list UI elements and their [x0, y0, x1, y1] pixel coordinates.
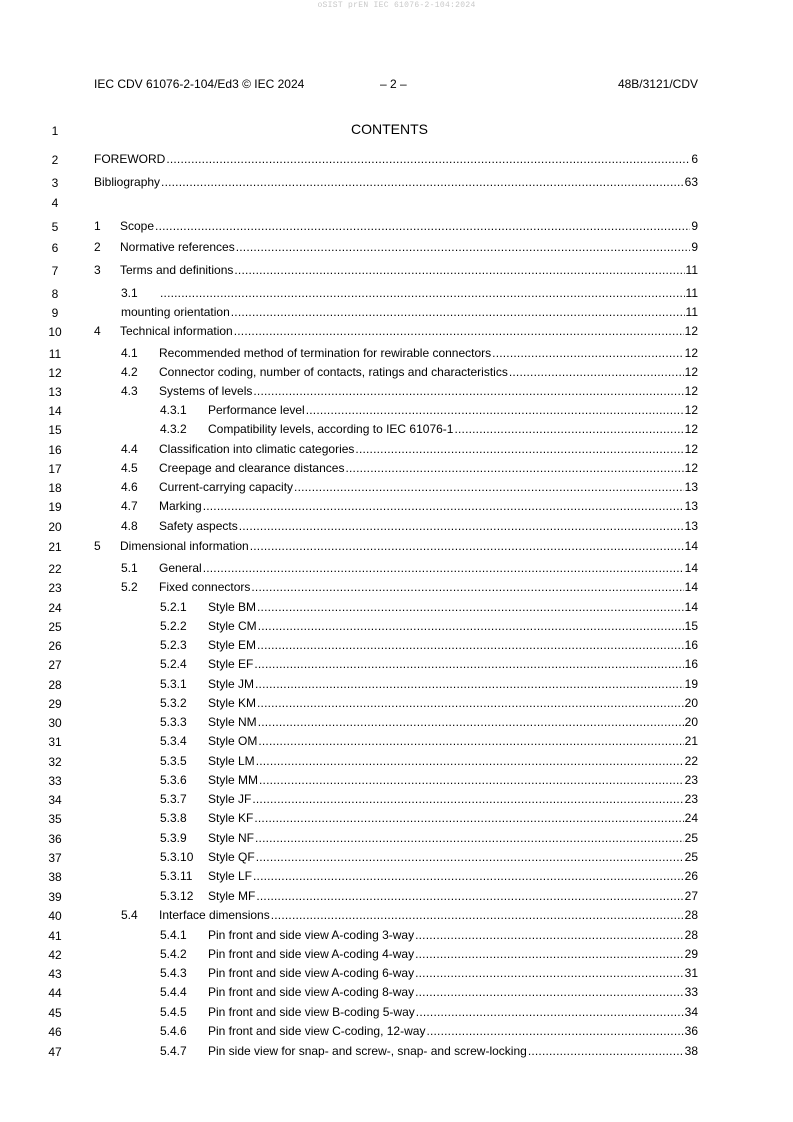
toc-dot-leader [255, 677, 684, 691]
toc-entry[interactable] [160, 638, 698, 657]
line-number: 23 [48, 581, 62, 595]
toc-entry-number: 4.3.1 [160, 403, 187, 417]
toc-entry[interactable] [94, 539, 698, 558]
toc-entry-page: 12 [684, 422, 698, 436]
toc-dot-leader [250, 539, 684, 553]
toc-entry-title: Pin front and side view B-coding 5-way [208, 1005, 415, 1019]
header-page-number: – 2 – [380, 77, 407, 91]
toc-entry-title: Fixed connectors [159, 580, 251, 594]
toc-dot-leader [251, 580, 683, 594]
toc-entry-title: General [159, 561, 202, 575]
toc-entry-number: 5.4.3 [160, 966, 187, 980]
toc-entry-page: 13 [684, 519, 698, 533]
toc-dot-leader [258, 619, 684, 633]
toc-entry[interactable] [160, 715, 698, 734]
toc-dot-leader [257, 600, 684, 614]
toc-entry[interactable] [121, 908, 698, 927]
toc-entry-title: Style NF [208, 831, 255, 845]
toc-entry-title: Style CM [208, 619, 257, 633]
toc-entry-title: Technical information [120, 324, 233, 338]
toc-entry-number: 5.2.4 [160, 657, 187, 671]
toc-entry[interactable] [160, 850, 698, 869]
toc-dot-leader [416, 1005, 684, 1019]
toc-entry[interactable] [160, 754, 698, 773]
toc-entry[interactable] [160, 1024, 698, 1043]
toc-entry-number: 5.3.8 [160, 811, 187, 825]
toc-entry-number: 5.3.10 [160, 850, 194, 864]
line-number: 18 [48, 481, 62, 495]
toc-entry-title: Style EM [208, 638, 257, 652]
toc-dot-leader [256, 889, 683, 903]
toc-entry-number: 3.1 [121, 286, 138, 300]
toc-dot-leader [166, 152, 690, 166]
line-number: 24 [48, 601, 62, 615]
toc-entry-title: Creepage and clearance distances [159, 461, 345, 475]
toc-entry-number: 5.2.2 [160, 619, 187, 633]
toc-entry-page: 14 [684, 539, 698, 553]
line-number: 14 [48, 404, 62, 418]
line-number: 1 [51, 124, 59, 138]
toc-entry-page: 12 [684, 403, 698, 417]
toc-entry-page: 22 [684, 754, 698, 768]
toc-dot-leader [259, 773, 684, 787]
toc-entry-number: 5.3.4 [160, 734, 187, 748]
toc-entry-page: 36 [684, 1024, 698, 1038]
toc-entry-page: 27 [684, 889, 698, 903]
toc-entry[interactable] [121, 461, 698, 480]
toc-entry-page: 24 [684, 811, 698, 825]
toc-entry-page: 11 [685, 305, 698, 319]
toc-entry-page: 13 [684, 480, 698, 494]
toc-dot-leader [257, 696, 684, 710]
toc-dot-leader [258, 734, 683, 748]
toc-entry-number: 5.4.2 [160, 947, 187, 961]
toc-entry-page: 12 [684, 461, 698, 475]
toc-entry-title: Recommended method of termination for rewirable connectors [159, 346, 492, 360]
toc-entry-page: 28 [684, 908, 698, 922]
toc-entry-title: Scope [120, 219, 155, 233]
toc-entry[interactable] [160, 792, 698, 811]
toc-entry-number: 5 [94, 539, 101, 553]
line-number: 33 [48, 774, 62, 788]
toc-entry-page: 29 [684, 947, 698, 961]
toc-entry-page: 11 [685, 286, 698, 300]
toc-entry-title: Interface dimensions [159, 908, 270, 922]
toc-entry[interactable] [160, 619, 698, 638]
toc-entry-title: Compatibility levels, according to IEC 61076-1 [208, 422, 454, 436]
toc-entry-title: Pin front and side view A-coding 3-way [208, 928, 415, 942]
line-number: 38 [48, 870, 62, 884]
toc-entry-page: 20 [684, 696, 698, 710]
toc-entry[interactable] [160, 928, 698, 947]
contents-heading: CONTENTS [351, 121, 428, 137]
line-number: 42 [48, 948, 62, 962]
toc-entry[interactable] [160, 985, 698, 1004]
toc-entry-number: 5.4.5 [160, 1005, 187, 1019]
line-number: 41 [48, 929, 62, 943]
toc-dot-leader [454, 422, 683, 436]
toc-entry-number: 4.1 [121, 346, 138, 360]
toc-entry-title: Pin front and side view A-coding 4-way [208, 947, 415, 961]
toc-entry-page: 15 [684, 619, 698, 633]
toc-dot-leader [528, 1044, 684, 1058]
line-number: 36 [48, 832, 62, 846]
toc-entry[interactable] [160, 657, 698, 676]
toc-dot-leader [253, 869, 684, 883]
toc-entry-page: 9 [691, 219, 698, 233]
toc-entry[interactable] [121, 442, 698, 461]
toc-entry-title: Style QF [208, 850, 255, 864]
toc-entry-title: Safety aspects [159, 519, 238, 533]
toc-entry[interactable] [160, 1005, 698, 1024]
toc-entry-page: 12 [684, 346, 698, 360]
toc-entry-title: Style KF [208, 811, 254, 825]
toc-entry-page: 12 [684, 384, 698, 398]
line-number: 19 [48, 500, 62, 514]
toc-entry-title: Connector coding, number of contacts, ratings and characteristics [159, 365, 508, 379]
toc-entry-number: 5.2.3 [160, 638, 187, 652]
toc-entry-number: 4.2 [121, 365, 138, 379]
line-number: 26 [48, 639, 62, 653]
toc-entry[interactable] [160, 1044, 698, 1063]
toc-dot-leader [415, 928, 684, 942]
line-number: 20 [48, 520, 62, 534]
toc-dot-leader [258, 715, 684, 729]
toc-entry[interactable] [160, 600, 698, 619]
toc-entry-number: 5.4.4 [160, 985, 187, 999]
toc-entry-number: 4.3.2 [160, 422, 187, 436]
line-number: 31 [48, 735, 62, 749]
toc-entry[interactable] [121, 305, 698, 324]
toc-entry[interactable] [121, 561, 698, 580]
toc-entry[interactable] [160, 422, 698, 441]
toc-entry-number: 4.8 [121, 519, 138, 533]
toc-dot-leader [256, 850, 684, 864]
toc-entry-title: Pin front and side view A-coding 6-way [208, 966, 415, 980]
header-document-id: IEC CDV 61076-2-104/Ed3 © IEC 2024 [94, 77, 305, 91]
toc-entry-number: 5.2.1 [160, 600, 187, 614]
toc-dot-leader [236, 240, 691, 254]
toc-dot-leader [253, 384, 683, 398]
toc-dot-leader [415, 966, 684, 980]
toc-entry-number: 5.3.1 [160, 677, 187, 691]
toc-dot-leader [239, 519, 684, 533]
toc-entry[interactable] [160, 677, 698, 696]
toc-dot-leader [294, 480, 684, 494]
line-number: 21 [48, 540, 62, 554]
toc-dot-leader [355, 442, 683, 456]
toc-entry-title: Pin front and side view C-coding, 12-way [208, 1024, 426, 1038]
toc-entry-page: 33 [684, 985, 698, 999]
toc-entry[interactable] [94, 263, 698, 282]
toc-entry-page: 63 [684, 175, 698, 189]
toc-entry-number: 1 [94, 219, 101, 233]
toc-entry-title: mounting orientation [121, 305, 230, 319]
toc-dot-leader [255, 831, 684, 845]
toc-entry-number: 2 [94, 240, 101, 254]
line-number: 37 [48, 851, 62, 865]
line-number: 7 [51, 264, 59, 278]
toc-entry[interactable] [94, 175, 698, 194]
toc-entry[interactable] [160, 811, 698, 830]
toc-entry-title: Pin front and side view A-coding 8-way [208, 985, 415, 999]
toc-entry-title: Style NM [208, 715, 257, 729]
toc-dot-leader [256, 754, 684, 768]
toc-entry-page: 25 [684, 850, 698, 864]
line-number: 12 [48, 366, 62, 380]
toc-entry-title: Style LF [208, 869, 253, 883]
toc-entry-number: 5.3.12 [160, 889, 194, 903]
toc-entry-title: Style LM [208, 754, 255, 768]
toc-entry-number: 5.2 [121, 580, 138, 594]
line-number: 5 [51, 220, 59, 234]
toc-entry-number: 5.3.5 [160, 754, 187, 768]
toc-dot-leader [257, 638, 684, 652]
toc-entry-number: 4.7 [121, 499, 138, 513]
toc-entry-number: 5.3.6 [160, 773, 187, 787]
toc-dot-leader [306, 403, 684, 417]
toc-entry-page: 38 [684, 1044, 698, 1058]
toc-dot-leader [426, 1024, 683, 1038]
toc-entry-page: 6 [691, 152, 698, 166]
toc-entry-title: Style BM [208, 600, 257, 614]
toc-entry-number: 5.4.7 [160, 1044, 187, 1058]
toc-entry[interactable] [160, 696, 698, 715]
toc-entry-page: 31 [684, 966, 698, 980]
toc-entry-page: 20 [684, 715, 698, 729]
toc-entry-page: 23 [684, 773, 698, 787]
toc-dot-leader [234, 263, 684, 277]
toc-entry-page: 16 [684, 638, 698, 652]
line-number: 25 [48, 620, 62, 634]
toc-dot-leader [254, 811, 683, 825]
line-number: 46 [48, 1025, 62, 1039]
toc-dot-leader [161, 175, 684, 189]
toc-entry-title: FOREWORD [94, 152, 166, 166]
toc-dot-leader [234, 324, 684, 338]
line-number: 44 [48, 986, 62, 1000]
toc-dot-leader [231, 305, 685, 319]
toc-entry[interactable] [121, 519, 698, 538]
toc-entry-number: 5.4.1 [160, 928, 187, 942]
toc-entry-page: 26 [684, 869, 698, 883]
header-reference: 48B/3121/CDV [617, 77, 698, 91]
toc-entry-page: 19 [684, 677, 698, 691]
line-number: 32 [48, 755, 62, 769]
toc-entry-title: Style KM [208, 696, 257, 710]
line-number: 35 [48, 812, 62, 826]
line-number: 43 [48, 967, 62, 981]
toc-entry-number: 4.3 [121, 384, 138, 398]
toc-entry-number: 4 [94, 324, 101, 338]
line-number: 11 [48, 347, 62, 361]
toc-dot-leader [415, 947, 684, 961]
line-number: 29 [48, 697, 62, 711]
toc-entry[interactable] [160, 403, 698, 422]
line-number: 10 [48, 325, 62, 339]
toc-entry[interactable] [121, 499, 698, 518]
toc-entry[interactable] [160, 966, 698, 985]
toc-entry[interactable] [94, 152, 698, 171]
toc-entry-page: 14 [684, 600, 698, 614]
toc-dot-leader [271, 908, 684, 922]
toc-entry[interactable] [121, 480, 698, 499]
toc-entry-number: 5.3.7 [160, 792, 187, 806]
toc-entry-page: 34 [684, 1005, 698, 1019]
toc-entry-title: Bibliography [94, 175, 161, 189]
toc-entry[interactable] [121, 365, 698, 384]
toc-entry-page: 21 [684, 734, 698, 748]
toc-entry[interactable] [94, 240, 698, 259]
toc-entry-title: Performance level [208, 403, 305, 417]
toc-entry[interactable] [160, 831, 698, 850]
toc-dot-leader [254, 657, 683, 671]
toc-entry-number: 5.4.6 [160, 1024, 187, 1038]
line-number: 17 [48, 462, 62, 476]
line-number: 40 [48, 909, 62, 923]
toc-dot-leader [155, 219, 690, 233]
toc-entry-number: 5.3.9 [160, 831, 187, 845]
toc-entry-title: Terms and definitions [120, 263, 234, 277]
toc-entry-title: Style OM [208, 734, 258, 748]
line-number: 8 [51, 287, 59, 301]
toc-entry-number: 5.4 [121, 908, 138, 922]
toc-entry[interactable] [121, 580, 698, 599]
toc-dot-leader [415, 985, 684, 999]
toc-dot-leader [203, 499, 684, 513]
toc-entry-page: 9 [691, 240, 698, 254]
toc-entry-number: 4.6 [121, 480, 138, 494]
line-number: 6 [51, 241, 59, 255]
toc-entry-number: 3 [94, 263, 101, 277]
toc-entry-title: Normative references [120, 240, 235, 254]
toc-entry-number: 5.1 [121, 561, 138, 575]
toc-entry-title: Systems of levels [159, 384, 253, 398]
toc-entry-number: 4.4 [121, 442, 138, 456]
line-number: 13 [48, 385, 62, 399]
toc-entry-number: 5.3.11 [160, 869, 193, 883]
line-number: 47 [48, 1045, 62, 1059]
toc-entry-page: 12 [684, 324, 698, 338]
toc-entry-title: Style JM [208, 677, 255, 691]
line-number: 4 [51, 196, 59, 210]
toc-entry[interactable] [160, 773, 698, 792]
toc-entry-title: Current-carrying capacity [159, 480, 294, 494]
toc-entry-title: Marking [159, 499, 202, 513]
toc-entry-page: 11 [685, 263, 698, 277]
toc-entry-title: Dimensional information [120, 539, 249, 553]
line-number: 16 [48, 443, 62, 457]
toc-entry-title: Style JF [208, 792, 252, 806]
toc-entry-title: Style MM [208, 773, 259, 787]
toc-dot-leader [509, 365, 684, 379]
toc-entry[interactable] [160, 889, 698, 908]
line-number: 15 [48, 423, 62, 437]
toc-entry[interactable] [94, 324, 698, 343]
watermark: oSIST prEN IEC 61076-2-104:2024 [317, 1, 476, 10]
line-number: 28 [48, 678, 62, 692]
toc-entry-number: 5.3.3 [160, 715, 187, 729]
toc-entry-title: Pin side view for snap- and screw-, snap- and screw-locking [208, 1044, 527, 1058]
toc-entry-title: Classification into climatic categories [159, 442, 355, 456]
toc-entry-page: 12 [684, 365, 698, 379]
line-number: 30 [48, 716, 62, 730]
toc-entry-title: Style MF [208, 889, 256, 903]
line-number: 3 [51, 176, 59, 190]
toc-entry[interactable] [121, 346, 698, 365]
toc-entry[interactable] [160, 734, 698, 753]
line-number: 27 [48, 658, 62, 672]
toc-dot-leader [203, 561, 684, 575]
toc-entry-page: 13 [684, 499, 698, 513]
toc-entry-number: 4.5 [121, 461, 138, 475]
line-number: 9 [51, 306, 59, 320]
toc-entry-page: 23 [684, 792, 698, 806]
toc-dot-leader [252, 792, 683, 806]
toc-dot-leader [160, 286, 685, 300]
toc-dot-leader [345, 461, 683, 475]
line-number: 22 [48, 562, 62, 576]
toc-entry[interactable] [160, 947, 698, 966]
line-number: 39 [48, 890, 62, 904]
toc-entry-page: 14 [684, 580, 698, 594]
toc-entry-page: 16 [684, 657, 698, 671]
toc-entry[interactable] [94, 219, 698, 238]
toc-entry[interactable] [160, 869, 698, 888]
line-number: 45 [48, 1006, 62, 1020]
toc-entry[interactable] [121, 286, 698, 305]
toc-entry-number: 5.3.2 [160, 696, 187, 710]
toc-entry-page: 25 [684, 831, 698, 845]
toc-entry-page: 14 [684, 561, 698, 575]
toc-entry-title: Style EF [208, 657, 254, 671]
toc-entry-page: 12 [684, 442, 698, 456]
line-number: 34 [48, 793, 62, 807]
toc-entry-page: 28 [684, 928, 698, 942]
line-number: 2 [51, 153, 59, 167]
toc-dot-leader [492, 346, 683, 360]
toc-entry[interactable] [121, 384, 698, 403]
